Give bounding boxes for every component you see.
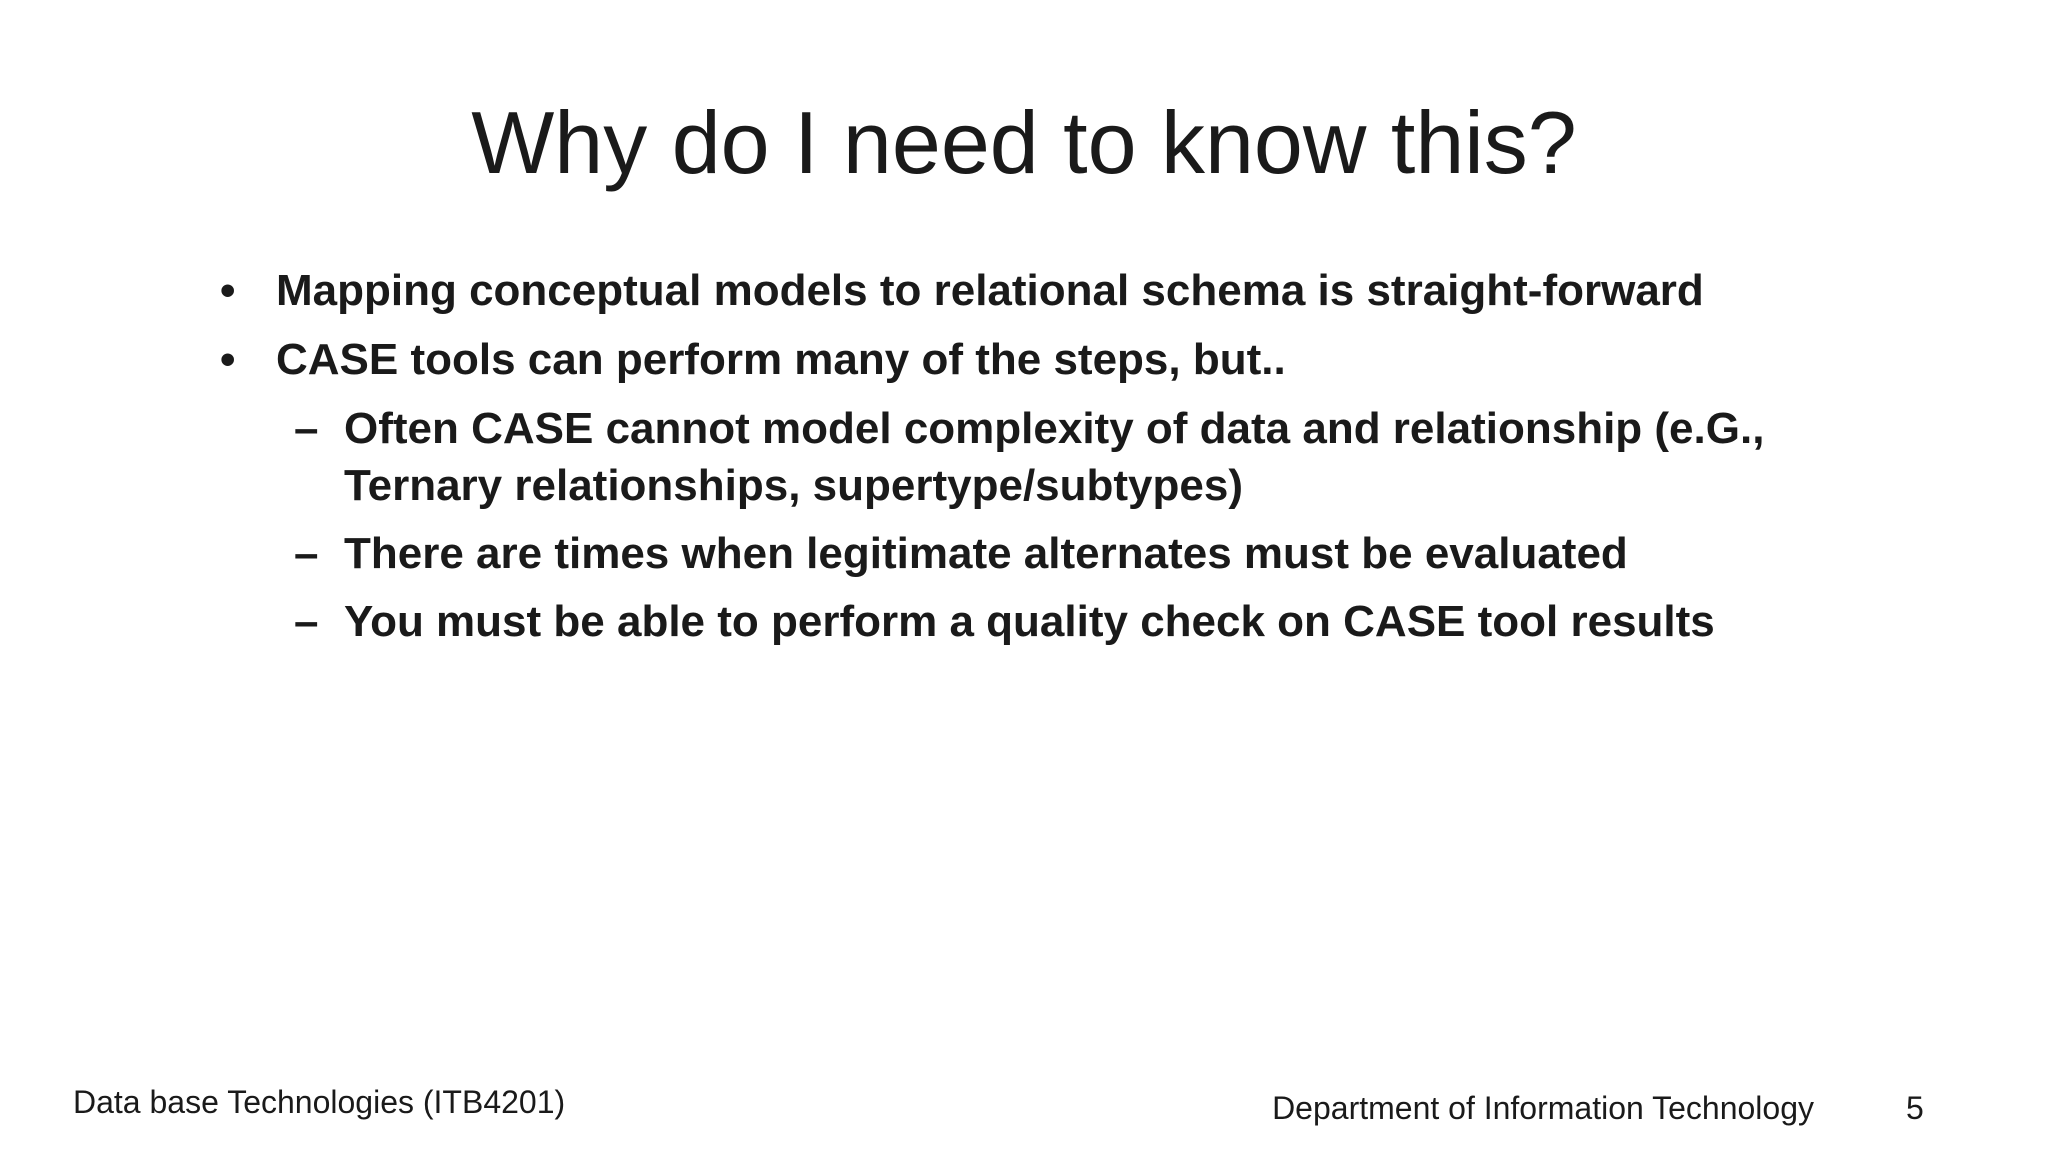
page-number: 5 (1906, 1090, 1924, 1126)
sub-bullet-item (214, 525, 1834, 582)
sub-bullet-text: You must be able to perform a quality check on CASE tool results (344, 597, 1715, 646)
sub-bullet-marker: – (294, 404, 319, 453)
bullet-text: CASE tools can perform many of the steps, but.. (276, 335, 1286, 384)
bullet-item (214, 331, 1834, 388)
bullet-list (214, 262, 1834, 661)
bullet-item (214, 262, 1834, 319)
bullet-text: Mapping conceptual models to relational schema is straight-forward (276, 266, 1704, 315)
sub-bullet-marker: – (294, 597, 319, 646)
footer-department: Department of Information Technology (1272, 1090, 1814, 1126)
sub-bullet-item (214, 593, 1834, 650)
slide-title: Why do I need to know this? (471, 93, 1577, 192)
footer-course: Data base Technologies (ITB4201) (73, 1084, 566, 1120)
sub-bullet-item (214, 400, 1834, 514)
bullet-marker: • (220, 266, 236, 315)
sub-bullet-text: There are times when legitimate alternates must be evaluated (344, 529, 1628, 578)
sub-bullet-marker: – (294, 529, 319, 578)
sub-bullet-text: Often CASE cannot model complexity of data and relationship (e.G., Ternary relationships, supertype/subtypes) (344, 404, 1765, 510)
bullet-marker: • (220, 335, 236, 384)
